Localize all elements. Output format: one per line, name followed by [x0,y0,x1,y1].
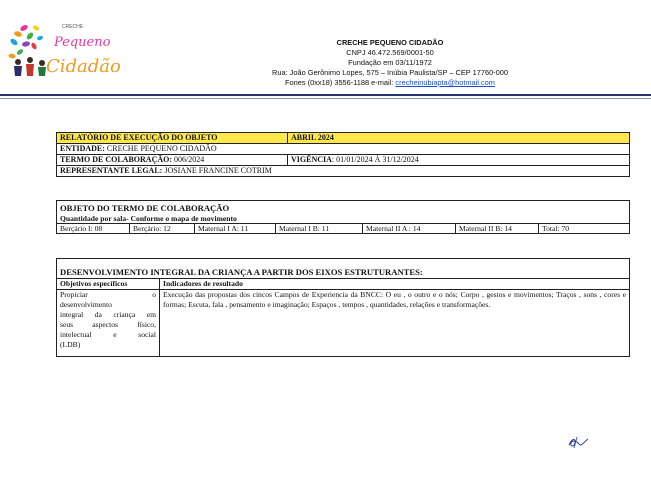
objective-line: integral da criança em [60,310,156,319]
header-divider-thin [0,98,651,99]
phone-text: Fones (0xx18) 3556-1188 e-mail: [285,78,396,87]
objectives-header: Objetivos específicos [57,279,160,290]
entity-value: CRECHE PEQUENO CIDADÃO [104,144,217,153]
creche-logo [6,16,121,84]
validity-label: VIGÊNCIA [291,155,332,164]
svg-text:Cidadão: Cidadão [46,56,121,77]
validity-value: : 01/01/2024 À 31/12/2024 [331,155,419,164]
entity-row [57,144,630,155]
room-cell: Berçário: 12 [130,224,195,234]
term-label: TERMO DE COLABORAÇÃO: [60,155,173,164]
room-total-cell: Total: 70 [539,224,630,234]
report-header-table [56,132,630,177]
objective-line: Propiciar o [60,290,156,299]
objective-line: desenvolvimento [60,300,112,309]
room-cell: Maternal I B: 11 [276,224,363,234]
logo-children-icon [14,57,46,76]
logo-leaves-icon [8,24,43,59]
address: Rua: João Gerônimo Lopes, 575 – Inúbia Paulista/SP – CEP 17760-000 [272,68,508,77]
entity-label: ENTIDADE: [60,144,105,153]
foundation-date: Fundação em 03/11/1972 [348,58,432,67]
report-title: RELATÓRIO DE EXECUÇÃO DO OBJETO [57,133,288,144]
org-name: CRECHE PEQUENO CIDADÃO [336,38,444,47]
objective-line: seus aspectos físico, [60,320,156,329]
room-cell: Maternal II B: 14 [456,224,539,234]
email-link[interactable]: crecheinubiapta@hotmail.com [395,78,495,87]
cnpj: CNPJ 46.472.569/0001-50 [346,48,434,57]
object-table [56,200,630,234]
development-title: DESENVOLVIMENTO INTEGRAL DA CRIANÇA A PARTIR DOS EIXOS ESTRUTURANTES: [57,259,630,279]
development-table [56,258,630,357]
objective-line: (LDB) [60,340,81,349]
indicators-header: Indicadores de resultado [160,279,630,290]
room-cell: Maternal I A: 11 [195,224,276,234]
objective-line: intelectual e social [60,330,156,339]
room-cell: Berçário I: 08 [57,224,130,234]
validity-cell [288,155,630,166]
representative-label: REPRESENTANTE LEGAL: [60,166,163,175]
representative-row [57,166,630,177]
contact-line [200,78,580,88]
svg-text:CRECHE: CRECHE [62,24,84,30]
term-cell [57,155,288,166]
report-period: ABRIL 2024 [288,133,630,144]
object-title: OBJETO DO TERMO DE COLABORAÇÃO [57,201,630,215]
object-subtitle: Quantidade por sala- Conforme o mapa de movimento [57,214,630,224]
objectives-cell [57,290,160,357]
room-cell: Maternal II A : 14 [363,224,456,234]
signature-mark [566,434,590,450]
representative-value: JOSIANE FRANCINE COTRIM [162,166,272,175]
header-divider [0,94,651,96]
indicators-cell: Execução das propostas dos cincos Campos de Experiencia da BNCC: O eu , o outro e o nós; Corpo , gestos e movimentos; Traços , sons , cores e formas; Escuta, fala , pensamento e imaginação; Espaços , tempos , quantidades, relações e transformações. [160,290,630,357]
letterhead [200,38,580,88]
svg-text:Pequeno: Pequeno [54,35,111,50]
term-value: 006/2024 [172,155,205,164]
